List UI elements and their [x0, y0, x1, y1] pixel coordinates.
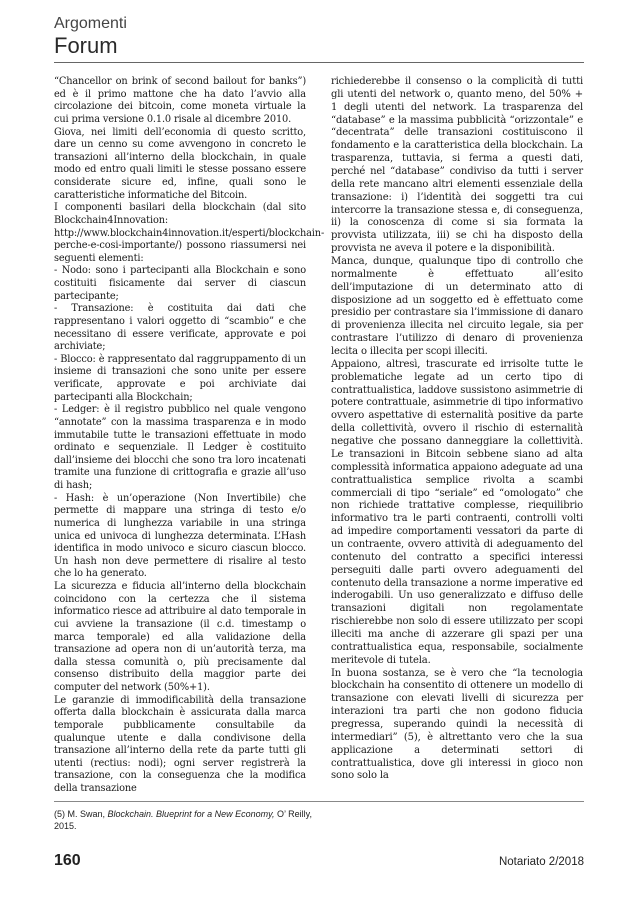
- footnote-book-title: Blockchain. Blueprint for a New Economy,: [107, 809, 275, 819]
- paragraph: richiederebbe il consenso o la complicità di tutti gli utenti del network o, quanto meno, del 50% + 1 degli utenti del network. La trasparenza del “database” e la massima pubblicità “orizzontale” e “decentrata” delle transazioni costituiscono il fondamento e la caratteristica della blockchain. La trasparenza, tuttavia, si ferma a questi dati, perché nel “database” condiviso da tutti i server della rete mancano altri elementi essenziale della transazione: i) l’identità dei soggetti tra cui intercorre la transazione stessa e, di conseguenza, ii) la conoscenza di come si sia formata la provvista utilizzata, iii) se chi ha disposto della provvista ne aveva il potere e la disponibilità.: [331, 76, 583, 255]
- paragraph: In buona sostanza, se è vero che “la tecnologia blockchain ha consentito di ottenere un modello di transazione con elevati livelli di sicurezza per interazioni tra parti che non godono fiducia pregressa, superando quindi la necessità di intermediari” (5), è altrettanto vero che la sua applicazione a determinati settori di contrattualistica, dove gli interessi in gioco non sono solo la: [331, 667, 583, 782]
- list-item: - Hash: è un’operazione (Non Invertibile) che permette di mappare una stringa di testo e/o numerica di lunghezza variabile in una stringa unica ed univoca di lunghezza determinata. L’Hash identifica in modo univoco e sicuro ciascun blocco. Un hash non deve permettere di risalire al testo che lo ha generato.: [54, 492, 306, 580]
- paragraph: “Chancellor on brink of second bailout for banks”) ed è il primo mattone che ha dato l’avvio alla circolazione dei bitcoin, come moneta virtuale la cui prima versione 0.1.0 risale al dicembre 2010.: [54, 76, 306, 125]
- list-item: - Transazione: è costituita dai dati che rappresentano i valori oggetto di “scambio” e che necessitano di essere verificate, approvate e poi archiviate;: [54, 303, 306, 353]
- paragraph: Manca, dunque, qualunque tipo di controllo che normalmente è effettuato all’esito dell’imputazione di un determinato atto di disposizione ad un soggetto ed è effettuato come presidio per contrastare sia l’immissione di danaro di provenienza illecita nel circuito legale, sia per contrastare l’utilizzo di denaro di provenienza lecita o illecita per scopi illeciti.: [331, 256, 583, 358]
- section-title: Argomenti: [54, 15, 127, 32]
- paragraph: La sicurezza e fiducia all’interno della blockchain coincidono con la certezza che il sistema informatico riesce ad attribuire al dato temporale in cui avviene la transazione (il c.d. timestamp o marca temporale) ed alla validazione della transazione ad opera non di un’autorità terza, ma dalla stessa comunità o, più precisamente dal consenso distribuito della maggior parte dei computer del network (50%+1).: [54, 581, 306, 693]
- paragraph: I componenti basilari della blockchain (dal sito Blockchain4Innovation: http://www.blockchain4innovation.it/esperti/blockchain-perche-e-cosi-importante/) possono riassumersi nei seguenti elementi:: [54, 202, 325, 264]
- subsection-title: Forum: [54, 33, 118, 58]
- paragraph: Appaiono, altresì, trascurate ed irrisolte tutte le problematiche legate ad un certo tipo di contrattualistica, laddove sussistono asimmetrie di potere contrattuale, asimmetrie di tipo informativo ovvero aspettative di esternalità positive da parte della collettività, ovvero il rischio di esternalità negative che possano danneggiare la collettività. Le transazioni in Bitcoin sebbene siano ad alta complessità informatica appaiono adeguate ad una contrattualistica semplice rivolta a scambi commerciali di tipo “seriale” ed “omologato” che non richiede trattative complesse, riequilibrio informativo tra le parti contraenti, controlli volti ad impedire comportamenti vessatori da parte di un contraente, ovvero attività di adeguamento del contenuto del contratto a specifici interessi perseguiti dalle parti ovvero adeguamenti del contenuto della transazione a norme imperative ed inderogabili. Un uso generalizzato e diffuso delle transazioni digitali non regolamentate rischierebbe non solo di essere utilizzato per scopi illeciti ma anche di azzerare gli spazi per una contrattualistica equa, responsabile, socialmente meritevole di tutela.: [331, 358, 583, 666]
- list-item: - Nodo: sono i partecipanti alla Blockchain e sono costituiti fisicamente dai server di ciascun partecipante;: [54, 265, 306, 302]
- page-number: 160: [54, 852, 81, 869]
- list-item: - Ledger: è il registro pubblico nel quale vengono “annotate” con la massima trasparenza e in modo immutabile tutte le transazioni effettuate in modo ordinato e sequenziale. Il Ledger è costituito dall’insieme dei blocchi che sono tra loro incatenati tramite una funzione di crittografia e grazie all’uso di hash;: [54, 404, 306, 491]
- footnote: [54, 808, 324, 832]
- journal-issue: Notariato 2/2018: [498, 856, 584, 868]
- footnote-rule: [54, 801, 584, 802]
- running-header: [54, 14, 127, 58]
- left-column: [54, 76, 325, 796]
- list-item: - Blocco: è rappresentato dal raggruppamento di un insieme di transazioni che sono unite per essere verificate, approvate e poi archiviate dai partecipanti alla Blockchain;: [54, 353, 306, 403]
- paragraph: Le garanzie di immodificabilità della transazione offerta dalla blockchain è assicurata dalla marca temporale pubblicamente consultabile da qualunque utente e dalla condivisone della transazione all’interno della rete da parte tutti gli utenti (rectius: nodi); ogni server registrerà la transazione, con la conseguenza che la modifica della transazione: [54, 694, 306, 794]
- footnote-publisher: O’ Reilly, 2015.: [54, 809, 312, 831]
- header-rule: [54, 62, 584, 63]
- footnote-marker: (5) M. Swan,: [54, 809, 106, 819]
- paragraph: Giova, nei limiti dell’economia di questo scritto, dare un cenno su come avvengono in concreto le transazioni all’interno della blockchain, in quale modo ed entro quali limiti le stesse possano essere considerate sicure ed, infine, quali sono le caratteristiche informatiche del Bitcoin.: [54, 126, 306, 201]
- right-column: [331, 76, 583, 783]
